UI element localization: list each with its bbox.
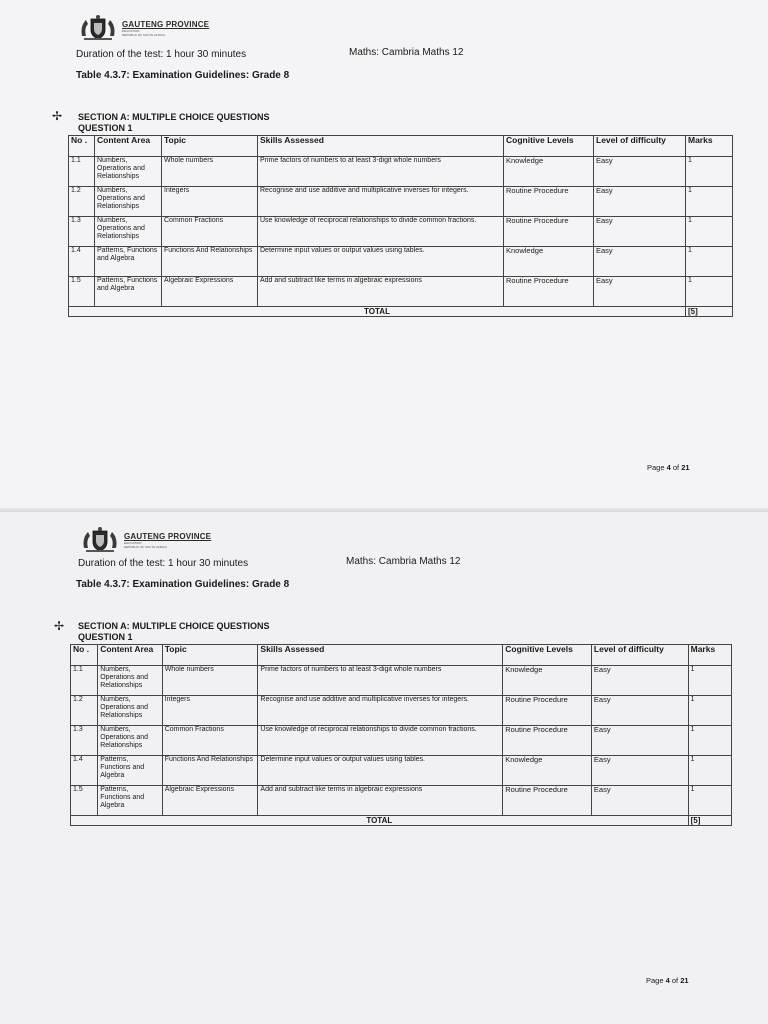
cell-skills: Add and subtract like terms in algebraic expressions <box>258 277 504 307</box>
cell-cognitive: Routine Procedure <box>503 696 592 726</box>
cell-no: 1.3 <box>69 217 95 247</box>
cell-skills: Recognise and use additive and multiplicative inverses for integers. <box>258 187 504 217</box>
bullet-icon: ✢ <box>54 619 65 633</box>
header-difficulty: Level of difficulty <box>594 136 686 157</box>
header-skills: Skills Assessed <box>258 136 504 157</box>
total-label: TOTAL <box>69 307 686 317</box>
cell-content-area: Patterns, Functions and Algebra <box>95 247 162 277</box>
cell-skills: Recognise and use additive and multiplicative inverses for integers. <box>258 696 503 726</box>
cell-difficulty: Easy <box>591 756 688 786</box>
page-number <box>646 976 689 985</box>
page-of: of <box>671 976 679 985</box>
page-number <box>647 463 690 472</box>
cell-no: 1.4 <box>71 756 98 786</box>
section-heading <box>78 621 270 643</box>
page-current: 4 <box>666 463 671 472</box>
cell-marks: 1 <box>688 696 731 726</box>
cell-difficulty: Easy <box>594 157 686 187</box>
cell-cognitive: Routine Procedure <box>503 726 592 756</box>
table-row <box>69 247 733 277</box>
cell-content-area: Numbers, Operations and Relationships <box>98 696 162 726</box>
cell-difficulty: Easy <box>594 187 686 217</box>
cell-topic: Common Fractions <box>162 217 258 247</box>
logo-subline: REPUBLIC OF SOUTH AFRICA <box>124 544 168 549</box>
table-row <box>69 217 733 247</box>
cell-content-area: Numbers, Operations and Relationships <box>95 157 162 187</box>
guidelines-table <box>68 135 733 317</box>
cell-skills: Determine input values or output values using tables. <box>258 247 504 277</box>
gauteng-logo <box>80 526 211 554</box>
header-no: No . <box>69 136 95 157</box>
cell-topic: Algebraic Expressions <box>162 277 258 307</box>
total-marks: [5] <box>686 307 733 317</box>
cell-topic: Functions And Relationships <box>162 247 258 277</box>
cell-topic: Functions And Relationships <box>162 756 258 786</box>
cell-content-area: Patterns, Functions and Algebra <box>98 786 162 816</box>
cell-content-area: Numbers, Operations and Relationships <box>98 726 162 756</box>
table-row <box>71 666 732 696</box>
cell-marks: 1 <box>686 277 733 307</box>
table-row <box>71 786 732 816</box>
table-header-row <box>71 645 732 666</box>
question-title: QUESTION 1 <box>78 123 133 133</box>
logo-subline: REPUBLIC OF SOUTH AFRICA <box>122 32 166 37</box>
table-row <box>69 187 733 217</box>
page-current: 4 <box>665 976 670 985</box>
header-difficulty: Level of difficulty <box>591 645 688 666</box>
cell-difficulty: Easy <box>591 696 688 726</box>
section-title: SECTION A: MULTIPLE CHOICE QUESTIONS <box>78 112 270 122</box>
cell-cognitive: Routine Procedure <box>504 187 594 217</box>
cell-content-area: Numbers, Operations and Relationships <box>98 666 162 696</box>
table-title: Table 4.3.7: Examination Guidelines: Grade 8 <box>76 579 290 590</box>
header-content-area: Content Area <box>95 136 162 157</box>
cell-marks: 1 <box>688 726 731 756</box>
province-name: GAUTENG PROVINCE <box>124 531 212 541</box>
total-marks: [5] <box>688 816 731 826</box>
header-topic: Topic <box>162 136 258 157</box>
cell-skills: Prime factors of numbers to at least 3-digit whole numbers <box>258 666 503 696</box>
page-label: Page <box>646 976 664 985</box>
total-row <box>71 816 732 826</box>
cell-no: 1.2 <box>69 187 95 217</box>
cell-marks: 1 <box>688 786 731 816</box>
section-title: SECTION A: MULTIPLE CHOICE QUESTIONS <box>78 621 270 631</box>
cell-difficulty: Easy <box>594 217 686 247</box>
cell-cognitive: Knowledge <box>504 247 594 277</box>
cell-marks: 1 <box>686 187 733 217</box>
bullet-icon: ✢ <box>52 109 63 123</box>
test-duration: Duration of the test: 1 hour 30 minutes <box>78 558 249 569</box>
table-title: Table 4.3.7: Examination Guidelines: Grade 8 <box>76 70 290 81</box>
header-no: No . <box>71 645 98 666</box>
cell-topic: Algebraic Expressions <box>162 786 258 816</box>
coat-of-arms-icon <box>78 14 118 42</box>
cell-topic: Common Fractions <box>162 726 258 756</box>
cell-skills: Use knowledge of reciprocal relationships to divide common fractions. <box>258 217 504 247</box>
cell-cognitive: Knowledge <box>504 157 594 187</box>
header-marks: Marks <box>688 645 731 666</box>
table-row <box>69 157 733 187</box>
cell-difficulty: Easy <box>591 786 688 816</box>
cell-difficulty: Easy <box>594 277 686 307</box>
cell-difficulty: Easy <box>591 666 688 696</box>
cell-content-area: Patterns, Functions and Algebra <box>95 277 162 307</box>
header-content-area: Content Area <box>98 645 162 666</box>
cell-no: 1.1 <box>71 666 98 696</box>
total-label: TOTAL <box>71 816 689 826</box>
guidelines-table <box>70 644 732 826</box>
cell-marks: 1 <box>688 666 731 696</box>
cell-topic: Integers <box>162 187 258 217</box>
logo-subline: EDUCATION <box>122 28 140 33</box>
subject-label: Maths: Cambria Maths 12 <box>349 47 464 58</box>
cell-topic: Integers <box>162 696 258 726</box>
cell-content-area: Numbers, Operations and Relationships <box>95 187 162 217</box>
coat-of-arms-icon <box>80 526 120 554</box>
cell-topic: Whole numbers <box>162 666 258 696</box>
question-title: QUESTION 1 <box>78 632 133 642</box>
cell-no: 1.1 <box>69 157 95 187</box>
cell-no: 1.3 <box>71 726 98 756</box>
cell-no: 1.2 <box>71 696 98 726</box>
cell-content-area: Patterns, Functions and Algebra <box>98 756 162 786</box>
document-page <box>0 512 768 1024</box>
cell-cognitive: Routine Procedure <box>503 786 592 816</box>
cell-topic: Whole numbers <box>162 157 258 187</box>
province-name: GAUTENG PROVINCE <box>122 19 210 29</box>
total-row <box>69 307 733 317</box>
section-heading <box>78 112 270 134</box>
logo-subline: EDUCATION <box>124 540 142 545</box>
cell-skills: Determine input values or output values using tables. <box>258 756 503 786</box>
table-row <box>69 277 733 307</box>
cell-marks: 1 <box>686 247 733 277</box>
cell-no: 1.5 <box>71 786 98 816</box>
header-cognitive: Cognitive Levels <box>504 136 594 157</box>
cell-marks: 1 <box>686 157 733 187</box>
cell-cognitive: Knowledge <box>503 666 592 696</box>
header-topic: Topic <box>162 645 258 666</box>
cell-marks: 1 <box>688 756 731 786</box>
header-cognitive: Cognitive Levels <box>503 645 592 666</box>
test-duration: Duration of the test: 1 hour 30 minutes <box>76 49 247 60</box>
cell-skills: Prime factors of numbers to at least 3-digit whole numbers <box>258 157 504 187</box>
cell-content-area: Numbers, Operations and Relationships <box>95 217 162 247</box>
cell-difficulty: Easy <box>591 726 688 756</box>
header-skills: Skills Assessed <box>258 645 503 666</box>
subject-label: Maths: Cambria Maths 12 <box>346 556 461 567</box>
page-total: 21 <box>681 463 690 472</box>
page-total: 21 <box>680 976 689 985</box>
cell-cognitive: Routine Procedure <box>504 277 594 307</box>
cell-cognitive: Knowledge <box>503 756 592 786</box>
table-row <box>71 696 732 726</box>
cell-marks: 1 <box>686 217 733 247</box>
cell-skills: Use knowledge of reciprocal relationships to divide common fractions. <box>258 726 503 756</box>
page-label: Page <box>647 463 665 472</box>
table-row <box>71 756 732 786</box>
cell-no: 1.4 <box>69 247 95 277</box>
cell-cognitive: Routine Procedure <box>504 217 594 247</box>
header-marks: Marks <box>686 136 733 157</box>
table-header-row <box>69 136 733 157</box>
cell-difficulty: Easy <box>594 247 686 277</box>
gauteng-logo <box>78 14 209 42</box>
cell-no: 1.5 <box>69 277 95 307</box>
cell-skills: Add and subtract like terms in algebraic expressions <box>258 786 503 816</box>
table-row <box>71 726 732 756</box>
page-of: of <box>672 463 680 472</box>
